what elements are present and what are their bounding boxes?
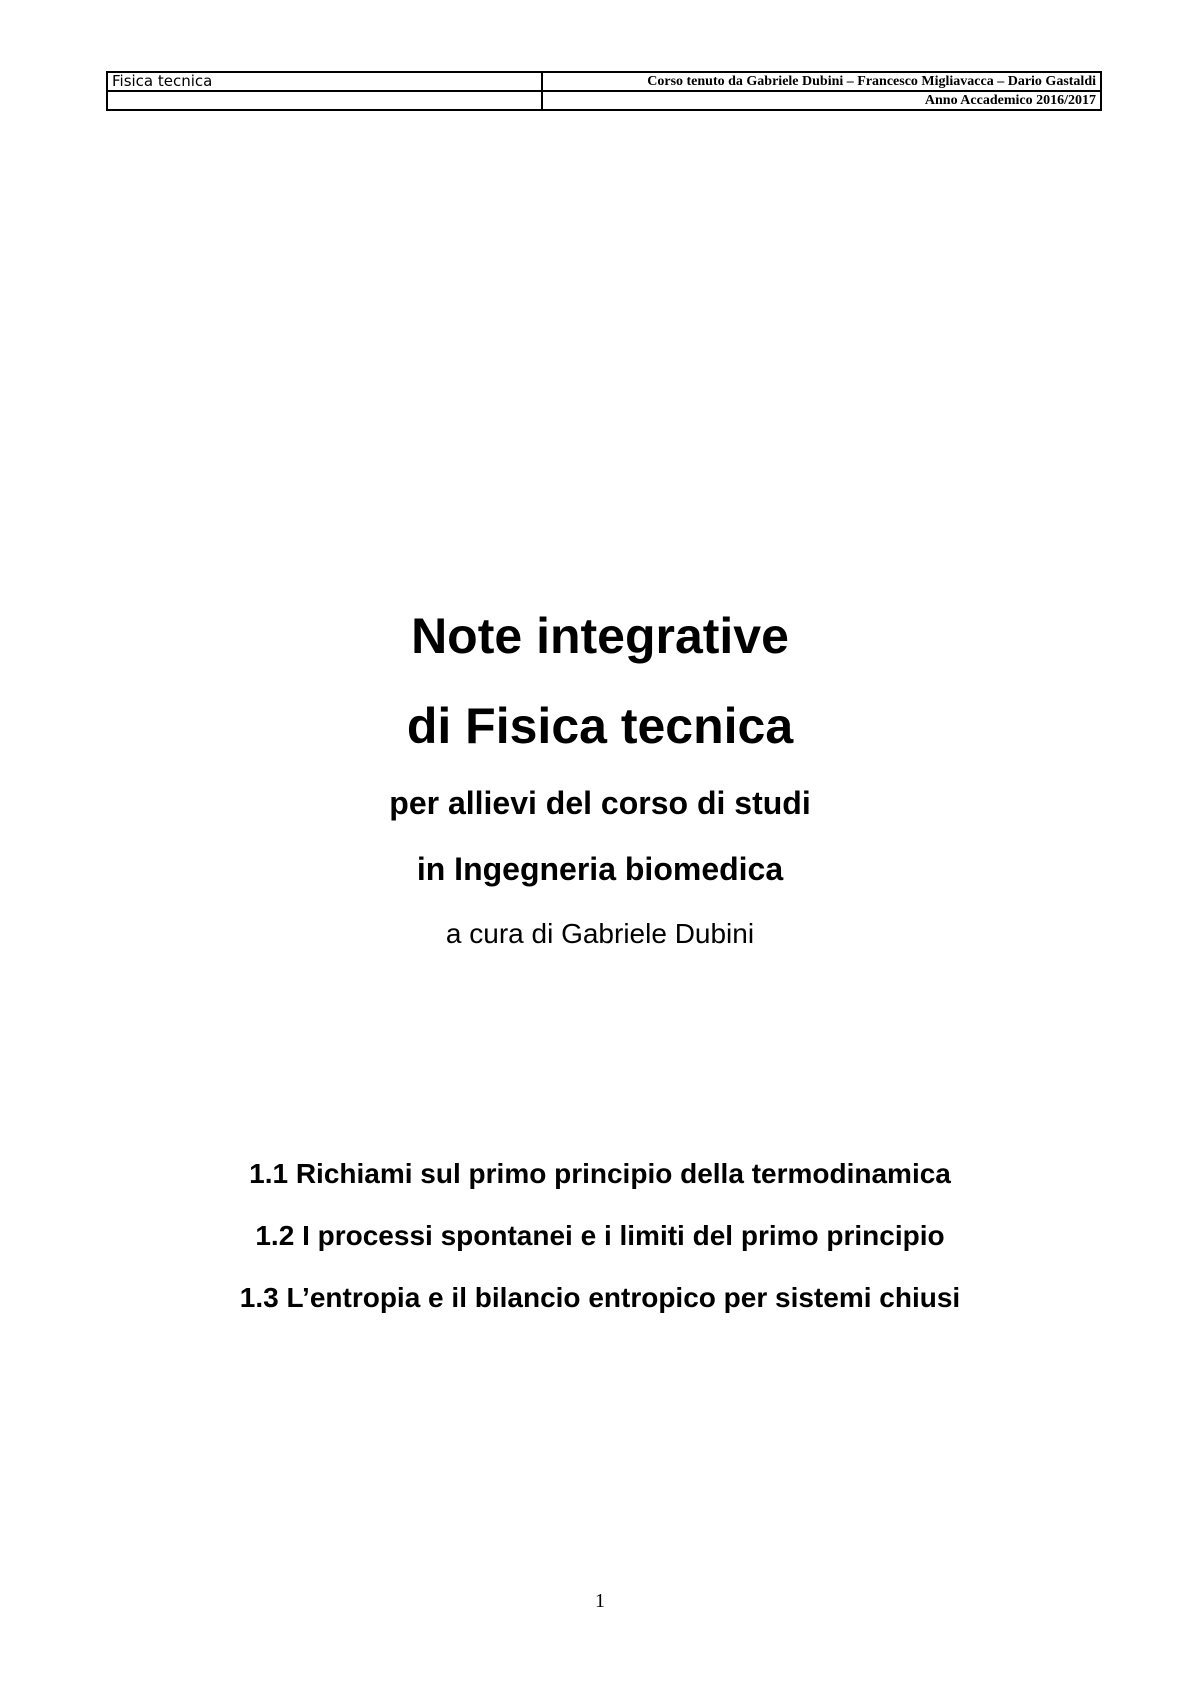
header-academic-year: Anno Accademico 2016/2017 bbox=[542, 91, 1101, 110]
document-title-line-1: Note integrative bbox=[411, 608, 789, 664]
document-subtitle-line-1: per allievi del corso di studi bbox=[389, 785, 811, 821]
header-instructors: Corso tenuto da Gabriele Dubini – Francesco Migliavacca – Dario Gastaldi bbox=[542, 72, 1101, 91]
page-number: 1 bbox=[595, 1590, 605, 1612]
section-item: 1.1 Richiami sul primo principio della termodinamica bbox=[249, 1158, 951, 1189]
page-header-table bbox=[106, 71, 1102, 111]
header-empty-cell bbox=[107, 91, 542, 110]
header-course-name: Fisica tecnica bbox=[107, 72, 542, 91]
section-item: 1.2 I processi spontanei e i limiti del primo principio bbox=[255, 1220, 945, 1251]
section-list bbox=[0, 1157, 1200, 1343]
header-row-1 bbox=[107, 72, 1101, 91]
document-title-line-2: di Fisica tecnica bbox=[406, 698, 794, 754]
document-subtitle-line-2: in Ingegneria biomedica bbox=[416, 851, 784, 887]
document-curator: a cura di Gabriele Dubini bbox=[445, 918, 755, 949]
header-row-2 bbox=[107, 91, 1101, 110]
section-item: 1.3 L’entropia e il bilancio entropico per sistemi chiusi bbox=[239, 1282, 961, 1313]
